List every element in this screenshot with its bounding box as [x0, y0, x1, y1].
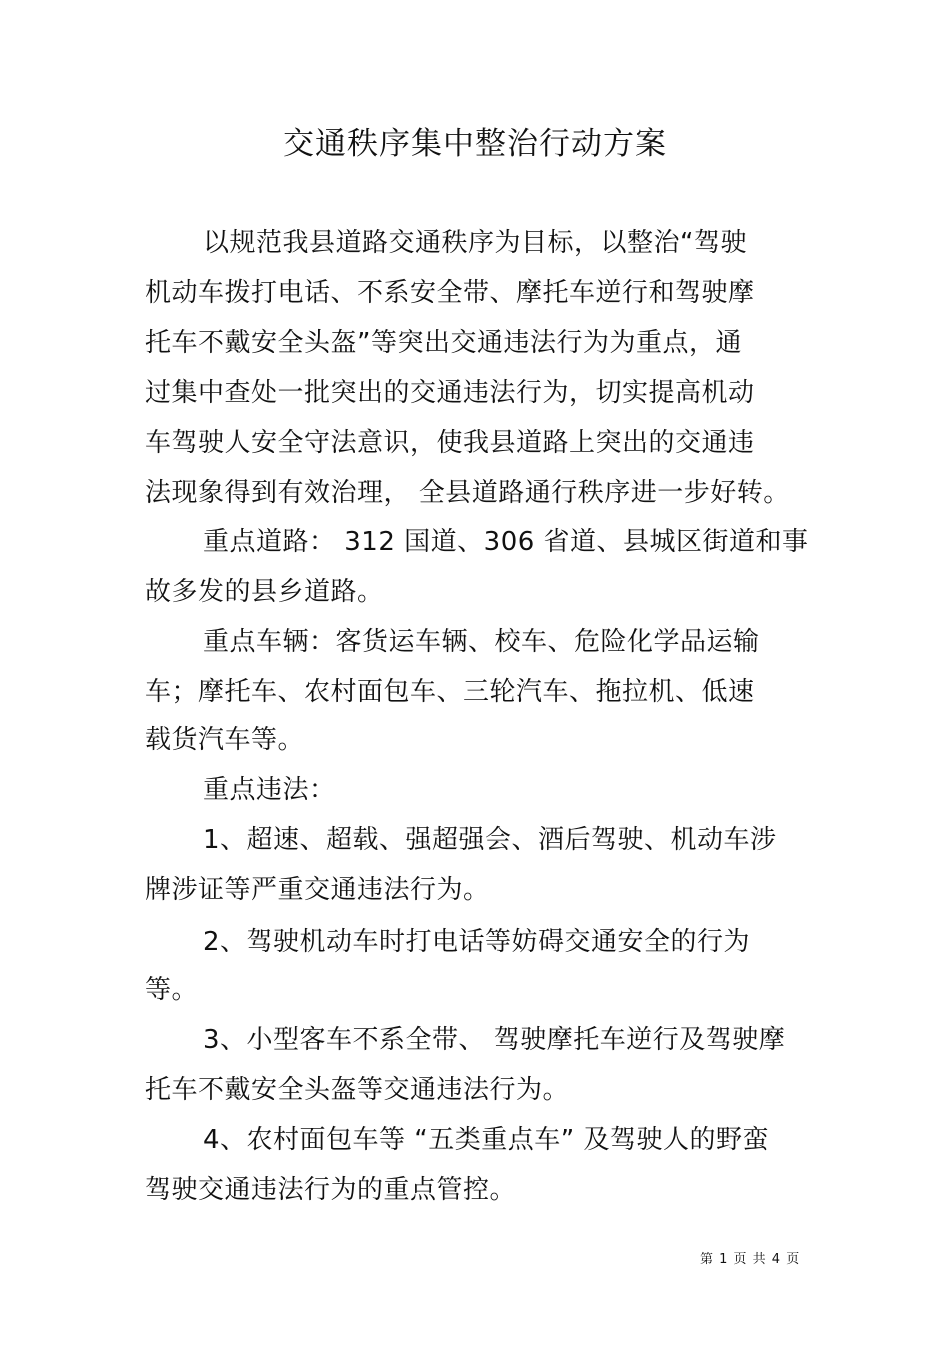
text-line: 车；摩托车、农村面包车、三轮汽车、拖拉机、低速: [145, 677, 755, 707]
text-line: 2、驾驶机动车时打电话等妨碍交通安全的行为: [203, 927, 751, 957]
text-line: 牌涉证等严重交通违法行为。: [145, 875, 490, 905]
text-line: 1、超速、超载、强超强会、酒后驾驶、机动车涉: [203, 825, 777, 855]
text-line: 3、小型客车不系全带、 驾驶摩托车逆行及驾驶摩: [203, 1025, 786, 1055]
text-line: 托车不戴安全头盔”等突出交通违法行为为重点，通: [145, 328, 742, 358]
text-line: 机动车拨打电话、不系安全带、摩托车逆行和驾驶摩: [145, 278, 755, 308]
text-line: 以规范我县道路交通秩序为目标，以整治“驾驶: [203, 228, 747, 258]
document-title: 交通秩序集中整治行动方案: [283, 126, 667, 162]
text-line: 驾驶交通违法行为的重点管控。: [145, 1175, 517, 1205]
text-line: 4、农村面包车等 “五类重点车” 及驾驶人的野蛮: [203, 1125, 770, 1155]
text-line: 重点车辆：客货运车辆、校车、危险化学品运输: [203, 627, 760, 657]
text-line: 等。: [145, 975, 199, 1005]
text-line: 故多发的县乡道路。: [145, 577, 384, 607]
text-line: 托车不戴安全头盔等交通违法行为。: [145, 1075, 570, 1105]
text-line: 过集中查处一批突出的交通违法行为，切实提高机动: [145, 378, 755, 408]
text-line: 载货汽车等。: [145, 725, 305, 755]
text-line: 车驾驶人安全守法意识，使我县道路上突出的交通违: [145, 428, 755, 458]
text-line: 重点违法：: [203, 775, 336, 805]
text-line: 重点道路： 312 国道、306 省道、县城区街道和事: [203, 527, 809, 557]
text-line: 法现象得到有效治理， 全县道路通行秩序进一步好转。: [145, 478, 790, 508]
page-number-footer: 第 1 页 共 4 页: [700, 1252, 801, 1267]
